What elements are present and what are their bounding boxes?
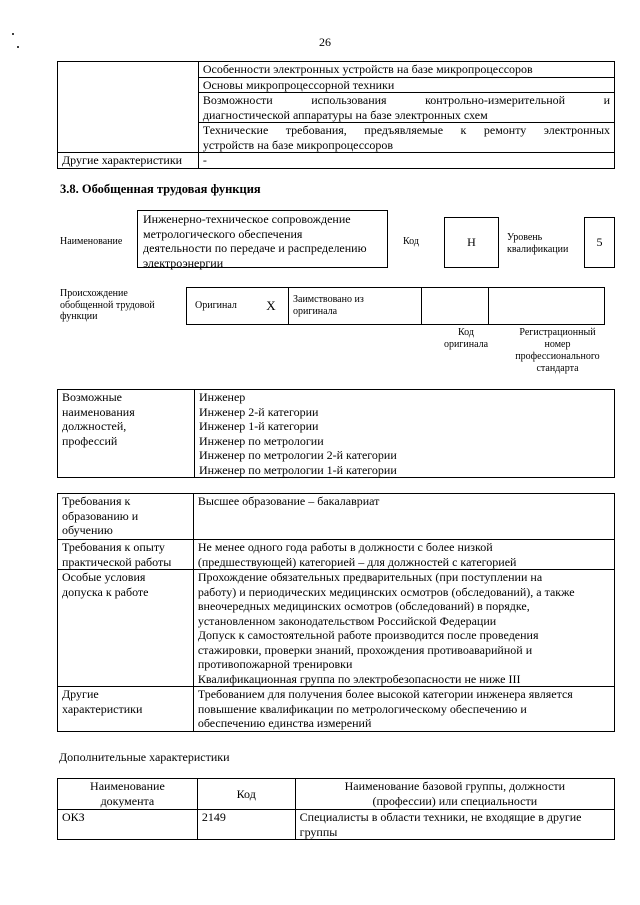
position-item: Инженер по метрологии 1-й категории: [199, 462, 397, 477]
knowledge-table: [57, 61, 615, 169]
page-number: 26: [319, 35, 331, 49]
experience-label: Требования к опыту практической работы: [58, 540, 194, 570]
registration-number-cell: [489, 288, 605, 325]
other-characteristics-label: Другие характеристики: [58, 153, 199, 169]
positions-label: Возможные наименования должностей, профессий: [58, 390, 195, 478]
group-name-header: Наименование базовой группы, должности (профессии) или специальности: [295, 779, 614, 810]
function-code-box: Н: [444, 217, 499, 268]
knowledge-item: Технические требования, предъявляемые к ремонту электронных устройств на базе микропроцессоров: [198, 123, 614, 153]
other-label: Другие характеристики: [58, 687, 194, 732]
education-label: Требования к образованию и обучению: [58, 494, 194, 540]
position-item: Инженер 2-й категории: [199, 404, 319, 419]
special-conditions-label: Особые условия допуска к работе: [58, 570, 194, 687]
original-mark: X: [254, 288, 289, 325]
experience-value: Не менее одного года работы в должности с более низкой (предшествующей) категорией – для должностей с категорией: [193, 540, 614, 570]
position-item: Инженер по метрологии: [199, 433, 324, 448]
doc-name-cell: ОКЗ: [58, 810, 198, 840]
code-label: Код: [403, 236, 419, 247]
origin-label: Происхождение обобщенной трудовой функции: [60, 288, 155, 322]
scan-dot: [12, 33, 14, 35]
requirements-table: [57, 493, 615, 732]
level-label: Уровень квалификации: [507, 232, 569, 255]
knowledge-item: Возможности использования контрольно-измерительной и диагностической аппаратуры на базе электронных схем: [198, 93, 614, 123]
original-code-cell: [422, 288, 489, 325]
positions-list: [195, 390, 615, 478]
education-value: Высшее образование – бакалавриат: [193, 494, 614, 540]
position-item: Инженер: [199, 390, 246, 404]
registration-caption: Регистрационный номер профессионального стандарта: [515, 327, 600, 374]
borrowed-label: Заимствовано из оригинала: [289, 288, 422, 325]
positions-table: [57, 389, 615, 478]
name-label: Наименование: [60, 236, 123, 247]
scan-dot: [17, 46, 19, 48]
special-conditions-value: Прохождение обязательных предварительных (при поступлении на работу) и периодических медицинских осмотров (обследований), а также внеочередных медицинских осмотров (обследований) в порядке, установленном законодательством Российской Федерации Допуск к самостоятельной работе производится после проведения стажировки, проверки знаний, прохождения противоаварийной и противопожарной тренировки Квалификационная группа по электробезопасности не ниже III: [193, 570, 614, 687]
original-label: Оригинал: [187, 288, 255, 325]
position-item: Инженер 1-й категории: [199, 419, 319, 433]
position-item: Инженер по метрологии 2-й категории: [199, 448, 397, 462]
additional-title: Дополнительные характеристики: [59, 750, 230, 764]
empty-label-cell: [58, 62, 199, 153]
knowledge-item: Особенности электронных устройств на базе микропроцессоров: [198, 62, 614, 78]
doc-name-header: Наименование документа: [58, 779, 198, 810]
code-header: Код: [197, 779, 295, 810]
origin-table: [186, 287, 605, 325]
other-value: Требованием для получения более высокой категории инженера является повышение квалификации по метрологическому обеспечению и обеспечению единства измерений: [193, 687, 614, 732]
code-cell: 2149: [197, 810, 295, 840]
group-name-cell: Специалисты в области техники, не входящие в другие группы: [295, 810, 614, 840]
section-title: 3.8. Обобщенная трудовая функция: [60, 182, 261, 196]
additional-table: [57, 778, 615, 840]
function-name-box: Инженерно-техническое сопровождение метрологического обеспечения деятельности по передаче и распределению электроэнергии: [137, 210, 388, 268]
other-characteristics-value: -: [198, 153, 614, 169]
knowledge-item: Основы микропроцессорной техники: [198, 77, 614, 93]
code-caption: Код оригинала: [443, 327, 489, 350]
qualification-level-box: 5: [584, 217, 615, 268]
